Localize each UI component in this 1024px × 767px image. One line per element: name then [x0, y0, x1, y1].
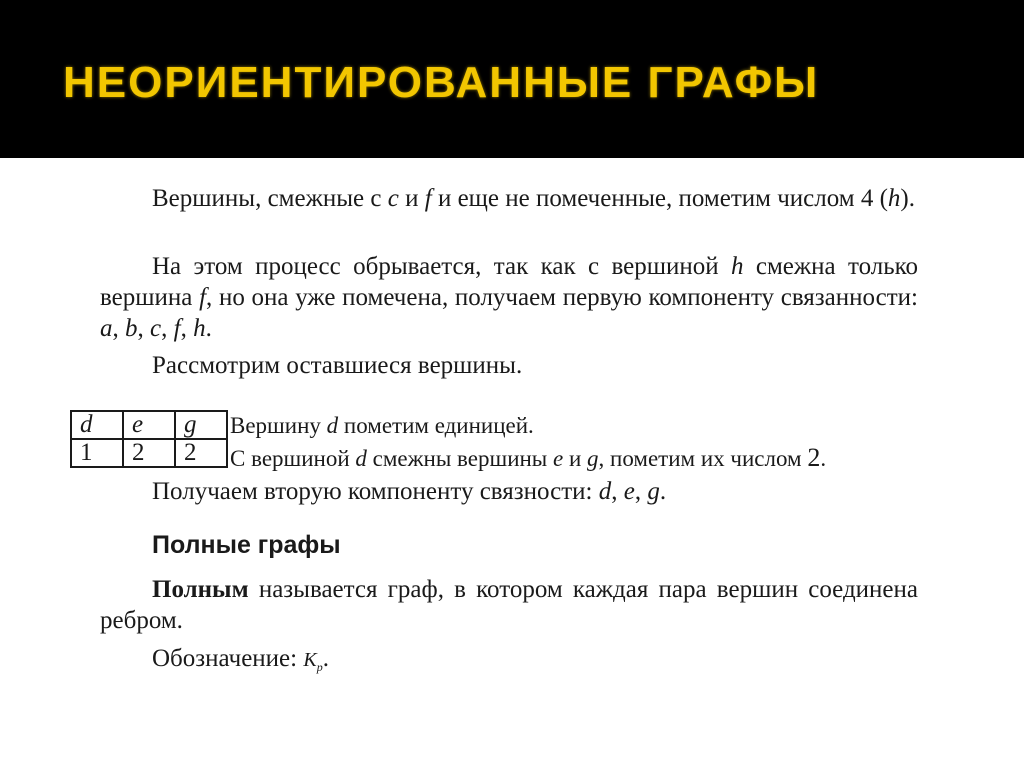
symbol-k: K	[303, 649, 317, 671]
text: , пометим их числом	[598, 446, 808, 471]
label-number: 2	[807, 443, 821, 472]
vertex-h: h	[887, 185, 901, 212]
paragraph-6	[152, 643, 329, 683]
table-row	[71, 439, 227, 467]
text: Обозначение:	[152, 645, 304, 672]
text: ,	[611, 478, 624, 505]
vertex-c: c	[150, 315, 162, 342]
text: Получаем вторую компоненту связности:	[152, 478, 599, 505]
vertex-g: g	[647, 478, 660, 505]
text: .	[820, 446, 827, 471]
complete-graph-symbol	[303, 649, 323, 674]
note-1	[230, 410, 534, 441]
vertex-c: c	[387, 185, 399, 212]
text: ,	[137, 315, 150, 342]
table-cell: 2	[123, 439, 175, 467]
text: ,	[634, 478, 648, 505]
vertex-a: a	[100, 315, 113, 342]
text: ).	[900, 185, 915, 212]
text: смежны вершины	[366, 446, 554, 471]
text: .	[659, 478, 667, 505]
text: Вершину	[230, 413, 327, 438]
vertex-h: h	[730, 253, 744, 280]
table-cell: d	[71, 411, 123, 439]
vertex-e: e	[553, 446, 564, 471]
vertex-g: g	[587, 446, 599, 471]
vertex-f: f	[173, 315, 181, 342]
text: , но она уже помечена, получаем первую компоненту связанности:	[206, 284, 919, 311]
text: ,	[161, 315, 174, 342]
text: и	[563, 446, 588, 471]
table-cell: 2	[175, 439, 227, 467]
text: ,	[112, 315, 125, 342]
table-cell: g	[175, 411, 227, 439]
text: На этом процесс обрывается, так как с вершиной	[152, 253, 731, 280]
vertex-d: d	[598, 478, 612, 505]
vertex-f: f	[424, 185, 432, 212]
table-header-row	[71, 411, 227, 439]
text: смежна только вершина	[100, 253, 918, 311]
text: С вершиной	[230, 446, 356, 471]
vertex-f: f	[199, 284, 207, 311]
text: ,	[180, 315, 194, 342]
table-cell: e	[123, 411, 175, 439]
text: и еще не помеченные, пометим числом 4 (	[431, 185, 888, 212]
text: называется граф, в котором каждая пара вершин соединена ребром.	[100, 576, 918, 634]
paragraph-5	[100, 574, 918, 636]
section-heading: Полные графы	[152, 531, 341, 559]
vertex-b: b	[125, 315, 138, 342]
page-title: НЕОРИЕНТИРОВАННЫЕ ГРАФЫ	[63, 58, 820, 107]
note-2	[230, 442, 826, 474]
label-table	[70, 410, 228, 468]
vertex-d: d	[326, 413, 339, 438]
text: Вершины, смежные с	[152, 185, 388, 212]
vertex-d: d	[355, 446, 367, 471]
vertex-h: h	[193, 315, 206, 342]
paragraph-3: Рассмотрим оставшиеся вершины.	[152, 352, 523, 379]
text: и	[398, 185, 425, 212]
paragraph-1	[100, 183, 918, 214]
term-bold: Полным	[152, 576, 249, 603]
title-bar	[0, 0, 1024, 158]
text: .	[205, 315, 212, 342]
text: .	[322, 645, 329, 672]
symbol-subscript: p	[316, 660, 323, 674]
paragraph-2	[100, 251, 918, 344]
table-cell: 1	[71, 439, 123, 467]
paragraph-4	[152, 476, 666, 507]
text: пометим единицей.	[338, 413, 534, 438]
vertex-e: e	[623, 478, 635, 505]
